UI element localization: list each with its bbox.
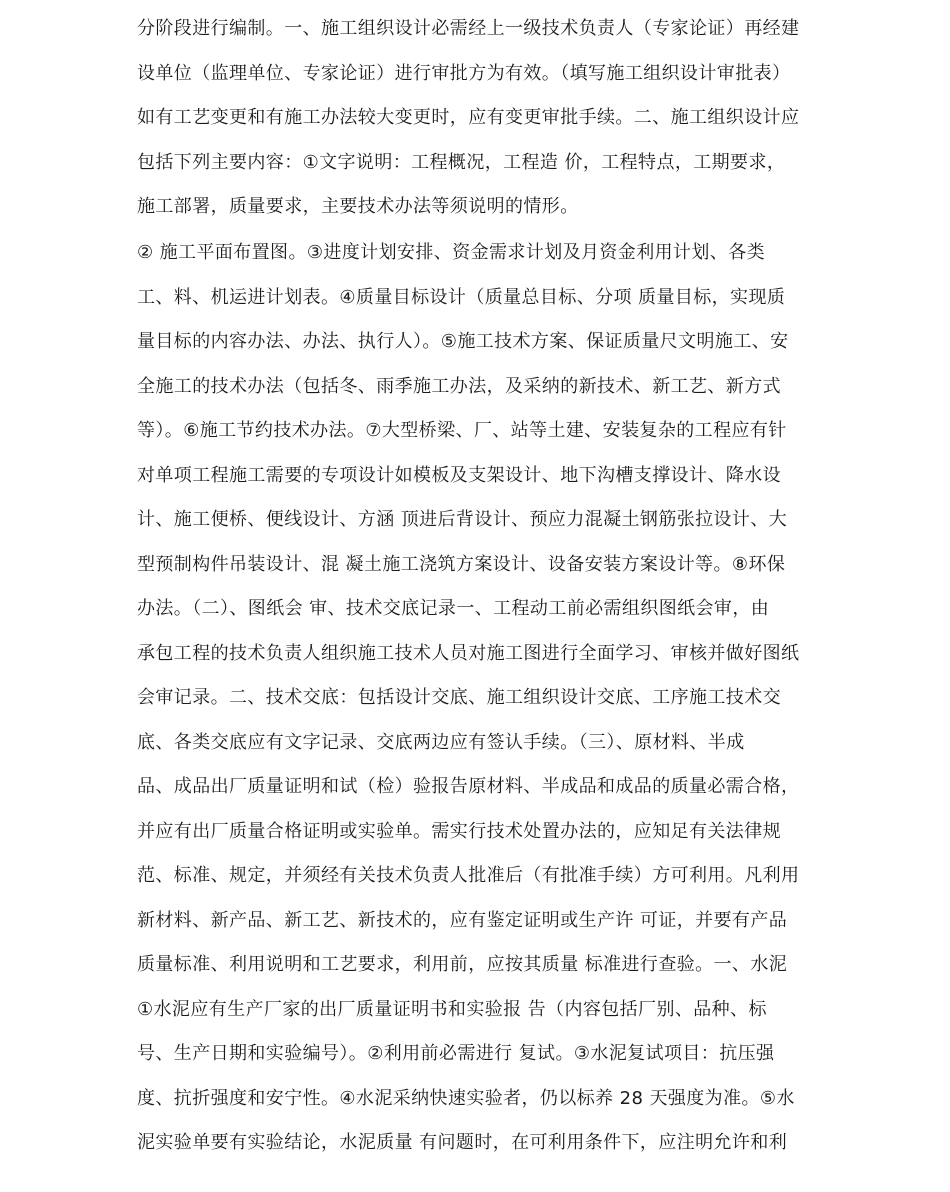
- text-line: 包括下列主要内容：①文字说明：工程概况，工程造 价，工程特点，工期要求，: [137, 151, 786, 173]
- text-line: 办法。（二）、图纸会 审、技术交底记录一、工程动工前必需组织图纸会审，由: [137, 598, 770, 619]
- text-line: ①水泥应有生产厂家的出厂质量证明书和实验报 告（内容包括厂别、品种、标: [137, 998, 767, 1020]
- paragraph-2: [137, 239, 817, 1174]
- text-line: 并应有出厂质量合格证明或实验单。需实行技术处置办法的，应知足有关法律规: [137, 820, 781, 842]
- paragraph-1: [137, 15, 817, 238]
- text-line: 品、成品出厂质量证明和试（检）验报告原材料、半成品和成品的质量必需合格，: [137, 776, 800, 797]
- text-line: 施工部署，质量要求，主要技术办法等须说明的情形。: [137, 196, 579, 217]
- text-line: 新材料、新产品、新工艺、新技术的，应有鉴定证明或生产许 可证，并要有产品: [137, 909, 788, 931]
- text-line: 计、施工便桥、便线设计、方涵 顶进后背设计、预应力混凝土钢筋张拉设计、大: [137, 509, 788, 530]
- text-line: 质量标准、利用说明和工艺要求，利用前，应按其质量 标准进行查验。一、水泥: [137, 954, 788, 975]
- text-line: 会审记录。二、技术交底：包括设计交底、施工组织设计交底、工序施工技术交: [137, 687, 781, 708]
- text-line: 等）。⑥施工节约技术办法。⑦大型桥梁、厂、站等土建、安装复杂的工程应有针: [137, 420, 787, 441]
- text-line: 底、各类交底应有文字记录、交底两边应有签认手续。（三）、原材料、半成: [137, 731, 745, 753]
- text-line: 范、标准、规定，并须经有关技术负责人批准后（有批准手续）方可利用。凡利用: [137, 865, 800, 886]
- text-line: 全施工的技术办法（包括冬、雨季施工办法，及采纳的新技术、新工艺、新方式: [137, 375, 781, 397]
- text-line: ② 施工平面布置图。③进度计划安排、资金需求计划及月资金利用计划、各类: [137, 242, 765, 263]
- text-line: 如有工艺变更和有施工办法较大变更时，应有变更审批手续。二、施工组织设计应: [137, 107, 800, 128]
- text-line: 对单项工程施工需要的专项设计如模板及支架设计、地下沟槽支撑设计、降水设: [137, 464, 781, 486]
- text-line: 承包工程的技术负责人组织施工技术人员对施工图进行全面学习、审核并做好图纸: [137, 642, 800, 664]
- text-line: 度、抗折强度和安宁性。④水泥采纳快速实验者，仍以标养 28 天强度为准。⑤水: [137, 1087, 795, 1109]
- text-line: 工、料、机运进计划表。④质量目标设计（质量总目标、分项 质量目标，实现质: [137, 286, 786, 308]
- text-line: 设单位（监理单位、专家论证）进行审批方为有效。（填写施工组织设计审批表）: [137, 62, 791, 84]
- text-line: 型预制构件吊装设计、混 凝土施工浇筑方案设计、设备安装方案设计等。⑧环保: [137, 553, 786, 575]
- text-line: 号、生产日期和实验编号）。②利用前必需进行 复试。③水泥复试项目：抗压强: [137, 1043, 775, 1064]
- text-line: 分阶段进行编制。一、施工组织设计必需经上一级技术负责人（专家论证）再经建: [137, 18, 800, 39]
- text-line: 量目标的内容办法、办法、执行人）。⑤施工技术方案、保证质量尺文明施工、安: [137, 331, 789, 352]
- text-line: 泥实验单要有实验结论，水泥质量 有问题时，在可利用条件下，应注明允许和利: [137, 1132, 788, 1153]
